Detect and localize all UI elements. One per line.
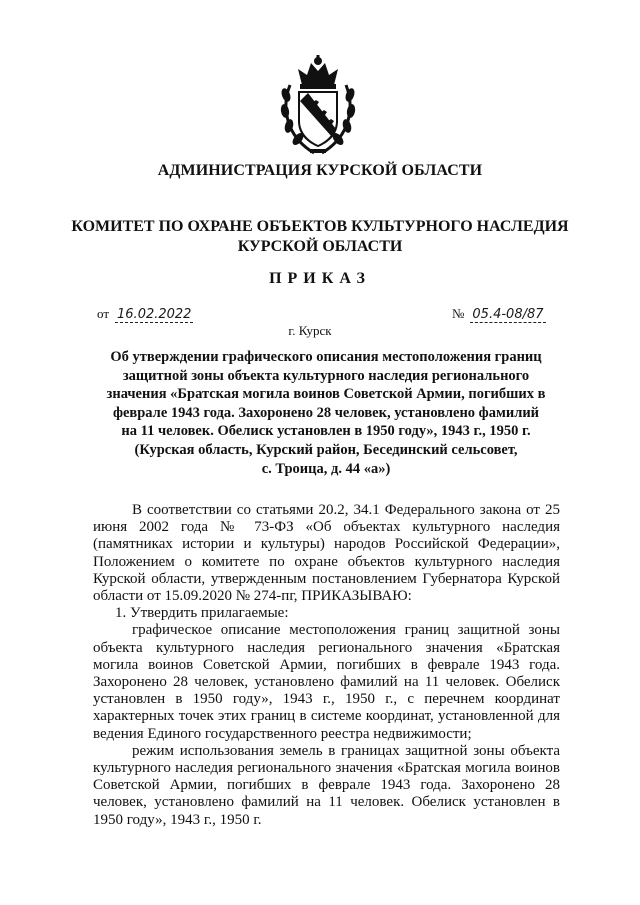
order-date	[97, 306, 193, 322]
title-line: с. Троица, д. 44 «а»)	[261, 460, 391, 477]
date-prefix: от	[97, 306, 110, 321]
handwritten-date: 16.02.2022	[117, 307, 192, 322]
number-prefix: №	[452, 306, 465, 321]
city-label: г. Курск	[288, 323, 332, 338]
title-line: значения «Братская могила воинов Советской Армии, погибших в	[106, 386, 546, 403]
title-line: на 11 человек. Обелиск установлен в 1950 году», 1943 г., 1950 г.	[121, 423, 531, 440]
item-1-paragraph: 1. Утвердить прилагаемые:	[115, 605, 289, 622]
administration-heading: АДМИНИСТРАЦИЯ КУРСКОЙ ОБЛАСТИ	[157, 162, 483, 179]
order-number	[452, 306, 546, 322]
committee-heading-line: КОМИТЕТ ПО ОХРАНЕ ОБЪЕКТОВ КУЛЬТУРНОГО НАСЛЕДИЯ	[71, 218, 569, 235]
kursk-coat-of-arms-icon	[280, 55, 356, 157]
item-1b-paragraph: режим использования земель в границах защитной зоны объекта культурного наследия регионального значения «Братская могила воинов Советской Армии, погибших в феврале 1943 года. Захоронено 28 человек, установлено фамилий на 11 человек. Обелиск установлен в 1950 году», 1943 г., 1950 г.	[93, 742, 560, 828]
title-line: (Курская область, Курский район, Бесединский сельсовет,	[134, 441, 518, 458]
title-line: феврале 1943 года. Захоронено 28 человек, установлено фамилий	[112, 404, 540, 421]
order-title	[95, 348, 557, 478]
committee-heading-line: КУРСКОЙ ОБЛАСТИ	[237, 238, 403, 255]
order-body	[93, 502, 560, 829]
title-line: защитной зоны объекта культурного наследия регионального	[122, 367, 530, 384]
document-type-heading: ПРИКАЗ	[269, 270, 371, 287]
handwritten-number: 05.4-08/87	[472, 307, 544, 322]
item-1a-paragraph: графическое описание местоположения границ защитной зоны объекта культурного наследия регионального значения «Братская могила воинов Советской Армии, погибших в феврале 1943 года. Захоронено 28 человек, установлено фамилий на 11 человек. Обелиск установлен в 1950 году», 1943 г., 1950 г., с перечнем координат характерных точек этих границ в системе координат, установленной для ведения Единого государственного реестра недвижимости;	[93, 622, 560, 742]
intro-paragraph: В соответствии со статьями 20.2, 34.1 Федерального закона от 25 июня 2002 года № 73-ФЗ «Об объектах культурного наследия (памятниках истории и культуры) народов Российской Федерации», Положением о комитете по охране объектов культурного наследия Курской области, утвержденным постановлением Губернатора Курской области от 15.09.2020 № 274-пг, ПРИКАЗЫВАЮ:	[93, 502, 560, 605]
title-line: Об утверждении графического описания местоположения границ	[110, 349, 542, 365]
committee-heading	[60, 217, 580, 257]
